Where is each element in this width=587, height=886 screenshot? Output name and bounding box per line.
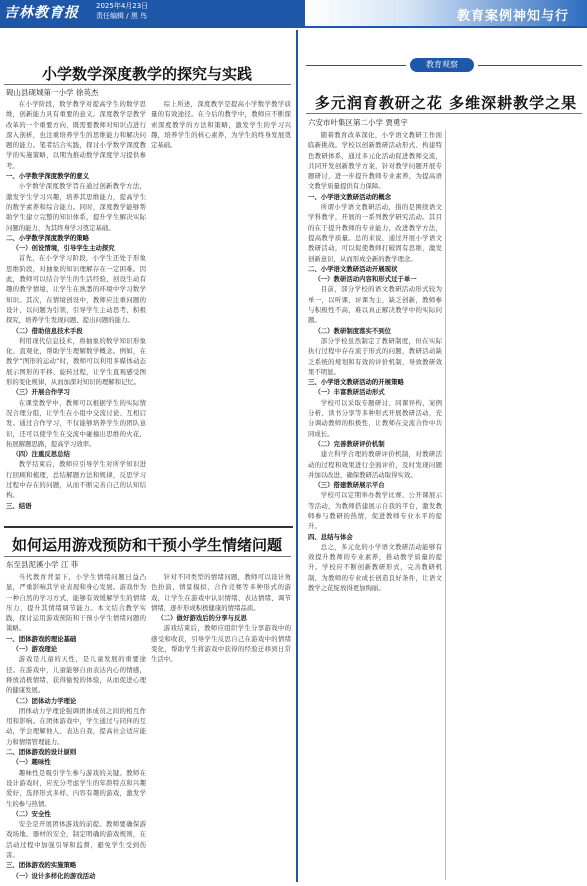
body-paragraph: 趣味性是吸引学生参与游戏的关键。教师在设计游戏时，应充分考虑学生的年龄特点和兴趣爱好，选择形式多样、内容有趣的游戏，激发学生的参与热情。 (6, 768, 146, 808)
article2-byline: 东至县泥溪小学 江 菲 (6, 560, 79, 569)
masthead-rule (0, 26, 587, 28)
body-paragraph: 所谓小学语文教研活动，指的是围绕语文学科教学，开展的一系列教学研究活动。其目的在于提升教师的专业能力，改进教学方法，提高教学质量。总的来说，通过开展小学语文教研活动，可以促使教师打破固有思维，激发创新意识，从而形成全新的教学理念。 (308, 203, 442, 263)
article3-title-rule (306, 113, 582, 114)
section-heading: （二）教研制度落实不到位 (314, 326, 392, 335)
section-heading: 四、总结与体会 (308, 532, 353, 541)
body-paragraph: 学校可以采取专题研讨、同课异构、案例分析、读书分享等多种形式开展教研活动，充分调动教师的积极性，让教师在交流合作中共同成长。 (308, 398, 442, 438)
section-heading: （二）完善教研评价机制 (314, 439, 385, 448)
masthead-left-band (0, 0, 305, 26)
article-divider (4, 526, 293, 528)
article1-title: 小学数学深度教学的探究与实践 (41, 65, 252, 83)
body-paragraph: 学校可以定期举办教学比赛、公开课展示等活动，为教师搭建展示自我的平台，激发教师参与教研的热情，促进教师专业水平的提升。 (308, 491, 442, 531)
article1-column-2 (151, 99, 291, 523)
body-paragraph: 游戏是儿童的天性，是儿童发展的重要途径。在游戏中，儿童能够自由表达内心的情感，释放消极情绪，获得愉悦的体验，从而促进心理的健康发展。 (6, 655, 146, 695)
article1-column-1 (6, 99, 146, 523)
issue-date: 2025年4月23日 (96, 2, 149, 10)
section-heading: 二、小学语文教研活动开展现状 (308, 264, 398, 273)
article2-column-2 (151, 572, 291, 882)
section-heading: （二）团体动力学理论 (12, 696, 77, 705)
body-paragraph: 综上所述，深度教学是提高小学数学教学质量的有效途径。在今后的教学中，教师应不断探索深度教学的方法和策略，激发学生的学习兴趣，培养学生的核心素养，为学生的终身发展奠定基础。 (151, 100, 291, 150)
badge-rule-left (306, 65, 406, 66)
section-heading: （一）教研活动内容和形式过于单一 (314, 275, 417, 284)
section-heading: （二）做好游戏后的分享与反思 (157, 614, 247, 623)
body-paragraph: 随着教育改革深化，小学语文教研工作面临新挑战。学校以创新教研活动形式、构建特色教研体系，通过多元化活动促进教师交流，共同开发创新教学方案，针对教学问题开展专题研讨，进一步提升教师专业素养，为提高语文教学质量提供有力保障。 (308, 131, 442, 191)
section-heading: 二、小学数学深度教学的策略 (6, 233, 90, 242)
article1-byline: 砚山县砚城第一小学 徐英杰 (6, 88, 99, 97)
section-heading: 三、小学语文教研活动的开展策略 (308, 378, 404, 387)
section-heading: 三、团体游戏的实施策略 (6, 861, 77, 870)
section-heading: 一、团体游戏的理论基础 (6, 634, 77, 643)
body-paragraph: 在小学阶段，数学教学对提高学生的数学思维，创新能力具有重要的意义。深度教学是教学改革的一个重要方向，既需要教师对知识点进行深入剖析，也注重培养学生的思维能力和解决问题的能力。笔者结合实践，探讨小学数学深度教学的实施策略，以期为推动数学深度学习提供参考。 (6, 100, 146, 170)
badge-rule-right (478, 65, 582, 66)
article3-column-rule (445, 130, 446, 880)
article2-title: 如何运用游戏预防和干预小学生情绪问题 (11, 536, 282, 554)
body-paragraph: 小学数学深度教学旨在通过创新教学方法，激发学生学习兴趣，培养其思维能力，提高学生的数学素养和综合能力。同时，深度教学能够帮助学生建立完整的知识体系，提升学生解决实际问题的能力，为其终身学习奠定基础。 (6, 182, 146, 232)
section-heading: 一、小学数学深度教学的意义 (6, 172, 90, 181)
masthead (0, 0, 587, 26)
body-paragraph: 利用现代信息技术，将抽象的数学知识形象化、直观化，帮助学生理解数学概念。例如，在教学“图形的运动”时，教师可以利用多媒体动态展示图形的平移、旋转过程，让学生直观感受图形的变化规律，从而加深对知识的理解和记忆。 (6, 336, 146, 387)
section-heading: （一）设计多样化的游戏活动 (12, 871, 96, 880)
section-title: 教育案例神知与行 (456, 9, 569, 24)
body-paragraph: 部分学校虽然制定了教研制度，但在实际执行过程中存在流于形式的问题，教研活动缺乏系统的规划和有效的评价机制，导致教研效果不明显。 (308, 336, 442, 376)
body-paragraph: 安全是开展团体游戏的前提。教师要确保游戏场地、器材的安全，制定明确的游戏规则，在活动过程中加强引导和监督，避免学生受到伤害。 (6, 820, 146, 860)
article3-column-2 (449, 130, 583, 880)
body-paragraph: 首先，在小学学习阶段，小学生还处于形象思维阶段，对抽象的知识理解存在一定困难。因此，教师可以结合学生的生活经验，创设生动有趣的教学情境，让学生在熟悉的环境中学习数学知识。其次，在情境创设中，教师应注重问题的设计，以问题为引领，引导学生主动思考、积极探究，培养学生发现问题、提出问题的能力。 (6, 254, 146, 325)
section-heading: （一）创设情境，引导学生主动探究 (12, 244, 115, 253)
article2-column-1 (6, 572, 146, 882)
masthead-right-band (305, 0, 587, 26)
newspaper-logo: 吉林教育报 (4, 5, 79, 21)
body-paragraph: 团体动力学理论强调团体成员之间的相互作用和影响。在团体游戏中，学生通过与同伴的互动，学会理解他人、表达自我，提高社会适应能力和情绪管理能力。 (6, 706, 146, 746)
section-heading: （一）游戏理论 (12, 645, 58, 654)
section-heading: （二）安全性 (12, 809, 51, 818)
section-heading: （三）开展合作学习 (12, 388, 70, 397)
article1-title-rule (4, 84, 291, 85)
article3-byline: 六安市叶集区第二小学 贾勇宇 (308, 118, 408, 127)
body-paragraph: 当代教育背景下，小学生情绪问题日益凸显，严重影响其学业表现和身心发展。游戏作为一种自然的学习方式，能够有效缓解学生的情绪压力，提升其情绪调节能力。本文结合教学实践，探讨运用游戏预防和干预小学生情绪问题的策略。 (6, 573, 146, 633)
article3-column-1 (308, 130, 442, 880)
body-paragraph: 总之，多元化的小学语文教研活动能够有效提升教师的专业素养，推动教学质量的提升。学校应不断创新教研形式，完善教研机制，为教师的专业成长创造良好条件，让语文教学之花绽放得更加绚丽。 (308, 542, 442, 593)
section-heading: （二）借助信息技术手段 (12, 326, 83, 335)
body-paragraph: 目前，部分学校的语文教研活动形式较为单一，以听课、评课为主，缺乏创新，教师参与积极性不高，难以真正解决教学中的实际问题。 (308, 285, 442, 325)
section-heading: （一）趣味性 (12, 758, 51, 767)
section-heading: 二、团体游戏的设计原则 (6, 748, 77, 757)
section-heading: 一、小学语文教研活动的概念 (308, 192, 392, 201)
section-badge: 教育观察 (410, 58, 474, 72)
body-paragraph: 在课堂教学中，教师可以根据学生的实际情况合理分组，让学生在小组中交流讨论、互相启发。通过合作学习，不仅能够培养学生的团队意识，还可以使学生在交流中碰撞出思维的火花，拓展解题思路，提高学习效率。 (6, 398, 146, 448)
editor-credit: 责任编辑 / 黑 鸟 (96, 12, 148, 20)
section-heading: （三）搭建教研展示平台 (314, 481, 385, 490)
page-gutter-rule (296, 30, 298, 882)
section-heading: （四）注重反思总结 (12, 450, 70, 459)
body-paragraph: 建立科学合理的教研评价机制，对教研活动的过程和效果进行全面评价，及时发现问题并加以改进，确保教研活动取得实效。 (308, 450, 442, 479)
body-paragraph: 针对不同类型的情绪问题，教师可以设计角色扮演、情景模拟、合作竞赛等多种形式的游戏，让学生在游戏中认识情绪、表达情绪、调节情绪，逐步形成积极健康的情绪品质。 (151, 573, 291, 612)
body-paragraph: 教学结束后，教师应引导学生对所学知识进行回顾和梳理，总结解题方法和规律，反思学习过程中存在的问题，从而不断完善自己的认知结构。 (6, 460, 146, 500)
section-heading: （一）丰富教研活动形式 (314, 388, 385, 397)
body-paragraph: 游戏结束后，教师应组织学生分享游戏中的感受和收获，引导学生反思自己在游戏中的情绪变化，帮助学生将游戏中获得的经验迁移到日常生活中。 (151, 624, 291, 664)
article3-title: 多元润育教研之花 多维深耕教学之果 (314, 94, 578, 112)
section-heading: 三、结语 (6, 501, 32, 510)
article2-title-rule (4, 556, 291, 557)
